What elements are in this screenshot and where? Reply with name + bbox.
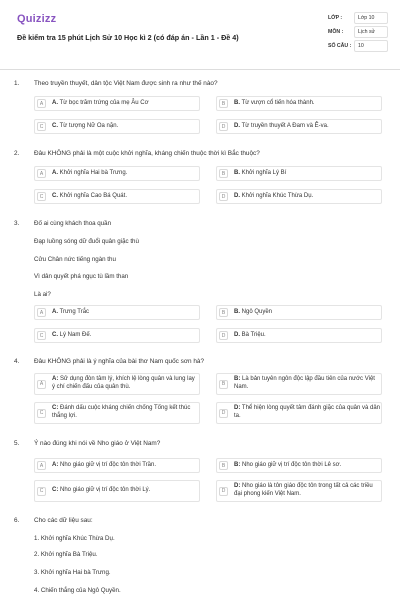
worksheet-title: Đề kiểm tra 15 phút Lịch Sử 10 Học kì 2 (có đáp án - Lần 1 - Đề 4) <box>17 33 239 42</box>
option-text: Từ tượng Nữ Oa nặn. <box>59 122 119 129</box>
option-text: Khởi nghĩa Hai bà Trưng. <box>59 169 128 176</box>
answer-option-d[interactable] <box>216 402 382 424</box>
meta-row-subject <box>328 25 388 39</box>
worksheet-header <box>0 0 400 70</box>
option-label: B. <box>234 99 240 106</box>
option-letter: C <box>37 192 46 201</box>
option-label: B. <box>234 169 240 176</box>
question-verse-line: Vì dân quyết phá ngục tù lầm than <box>34 273 129 280</box>
option-text: Từ vượn cổ tiến hóa thành. <box>241 99 315 106</box>
question-text: Theo truyền thuyết, dân tộc Việt Nam được sinh ra như thế nào? <box>34 80 218 87</box>
option-text: Nho giáo giữ vị trí độc tôn thời Lê sơ. <box>242 461 342 468</box>
meta-label: SỐ CÂU : <box>328 43 352 49</box>
question-data-line: 2. Khởi nghĩa Bà Triệu. <box>34 551 98 558</box>
answer-option-a[interactable] <box>34 96 200 111</box>
meta-value-subject: Lịch sử <box>354 26 388 38</box>
option-label: D. <box>234 331 240 338</box>
answer-option-b[interactable] <box>216 166 382 181</box>
option-letter: B <box>219 169 228 178</box>
option-label: C: <box>52 487 59 494</box>
answer-option-d[interactable] <box>216 480 382 502</box>
answer-option-c[interactable] <box>34 328 200 343</box>
option-label: D: <box>234 405 241 412</box>
question-number: 3. <box>14 220 20 227</box>
answer-option-a[interactable] <box>34 305 200 320</box>
option-label: A. <box>52 308 58 315</box>
meta-row-class <box>328 11 388 25</box>
option-label: B: <box>234 461 241 468</box>
option-letter: D <box>219 409 228 418</box>
question-number: 5. <box>14 440 20 447</box>
answer-option-b[interactable] <box>216 458 382 473</box>
option-letter: A <box>37 380 46 389</box>
answer-option-b[interactable] <box>216 96 382 111</box>
option-letter: C <box>37 409 46 418</box>
answer-option-c[interactable] <box>34 119 200 134</box>
question-verse-line: Đạp luồng sóng dữ đuổi quân giặc thù <box>34 238 139 245</box>
option-label: B: <box>234 376 241 383</box>
option-text: Bà Triệu. <box>241 331 266 338</box>
option-text: Ngô Quyền <box>241 308 273 315</box>
answer-option-d[interactable] <box>216 119 382 134</box>
option-label: C. <box>52 122 58 129</box>
option-text: Nho giáo là tôn giáo độc tôn trong tất cả các triều đại phong kiến Việt Nam. <box>234 483 373 497</box>
option-label: D: <box>234 483 241 490</box>
option-letter: B <box>219 380 228 389</box>
option-label: A. <box>52 99 58 106</box>
meta-label: LỚP : <box>328 15 343 21</box>
option-letter: C <box>37 487 46 496</box>
answer-option-b[interactable] <box>216 305 382 320</box>
option-text: Khởi nghĩa Lý Bí <box>241 169 287 176</box>
option-letter: A <box>37 99 46 108</box>
option-letter: A <box>37 308 46 317</box>
option-letter: C <box>37 122 46 131</box>
option-label: A. <box>52 169 58 176</box>
question-number: 6. <box>14 517 20 524</box>
option-label: D. <box>234 192 240 199</box>
answer-option-b[interactable] <box>216 373 382 395</box>
meta-value-count: 10 <box>354 40 388 52</box>
meta-value-class: Lớp 10 <box>354 12 388 24</box>
question-text: Ý nào đúng khi nói về Nho giáo ở Việt Nam? <box>34 440 161 447</box>
quizizz-logo: Quizizz <box>17 13 57 25</box>
question-text: Cho các dữ liệu sau: <box>34 517 93 524</box>
question-verse-line: Đố ai cùng khách thoa quần <box>34 220 112 227</box>
option-label: C: <box>52 405 59 412</box>
option-text: Đánh dấu cuộc kháng chiến chống Tống kết thúc thắng lợi. <box>52 405 191 419</box>
answer-option-d[interactable] <box>216 189 382 204</box>
option-letter: A <box>37 461 46 470</box>
option-text: Khởi nghĩa Khúc Thừa Dụ. <box>241 192 314 199</box>
answer-option-a[interactable] <box>34 166 200 181</box>
option-text: Là bản tuyên ngôn độc lập đầu tiên của nước Việt Nam. <box>234 376 375 390</box>
option-text: Nho giáo giữ vị trí độc tôn thời Trần. <box>60 461 157 468</box>
option-text: Khởi nghĩa Cao Bá Quát. <box>59 192 127 199</box>
question-text: Đâu KHÔNG phải là ý nghĩa của bài thơ Nam quốc sơn hà? <box>34 358 205 365</box>
meta-label: MÔN : <box>328 29 344 35</box>
option-label: B. <box>234 308 240 315</box>
option-text: Nho giáo giữ vị trí độc tôn thời Lý. <box>60 487 151 494</box>
meta-row-count <box>328 39 388 53</box>
question-prompt: Là ai? <box>34 291 51 298</box>
option-text: Sử dụng đòn tâm lý, khích lệ lòng quân và lung lay ý chí chiến đấu của quân thù. <box>52 376 195 390</box>
answer-option-c[interactable] <box>34 189 200 204</box>
option-label: D. <box>234 122 240 129</box>
option-letter: D <box>219 122 228 131</box>
option-text: Từ bọc trăm trứng của mẹ Âu Cơ <box>59 99 149 106</box>
option-text: Lý Nam Đế. <box>59 331 92 338</box>
option-text: Trưng Trắc <box>59 308 90 315</box>
answer-option-a[interactable] <box>34 373 200 395</box>
option-label: C. <box>52 331 58 338</box>
question-number: 4. <box>14 358 20 365</box>
answer-option-c[interactable] <box>34 402 200 424</box>
option-letter: A <box>37 169 46 178</box>
question-number: 1. <box>14 80 20 87</box>
question-data-line: 3. Khởi nghĩa Hai bà Trưng. <box>34 569 111 576</box>
option-letter: B <box>219 308 228 317</box>
option-text: Thể hiện lòng quyết tâm đánh giặc của quân và dân ta. <box>234 405 381 419</box>
option-label: A: <box>52 376 59 383</box>
option-letter: D <box>219 192 228 201</box>
worksheet-meta <box>328 11 388 53</box>
option-letter: D <box>219 331 228 340</box>
question-verse-line: Cửu Chân nức tiếng ngàn thu <box>34 256 116 263</box>
option-text: Từ truyền thuyết A Đam và Ê-va. <box>241 122 329 129</box>
question-data-line: 4. Chiến thắng của Ngô Quyền. <box>34 587 121 594</box>
answer-option-d[interactable] <box>216 328 382 343</box>
answer-option-c[interactable] <box>34 480 200 502</box>
answer-option-a[interactable] <box>34 458 200 473</box>
option-letter: B <box>219 461 228 470</box>
option-letter: C <box>37 331 46 340</box>
option-label: A: <box>52 461 59 468</box>
option-letter: D <box>219 487 228 496</box>
question-text: Đâu KHÔNG phải là một cuộc khởi nghĩa, kháng chiến thuộc thời kì Bắc thuộc? <box>34 150 260 157</box>
option-label: C. <box>52 192 58 199</box>
question-data-line: 1. Khởi nghĩa Khúc Thừa Dụ. <box>34 535 115 542</box>
option-letter: B <box>219 99 228 108</box>
question-number: 2. <box>14 150 20 157</box>
